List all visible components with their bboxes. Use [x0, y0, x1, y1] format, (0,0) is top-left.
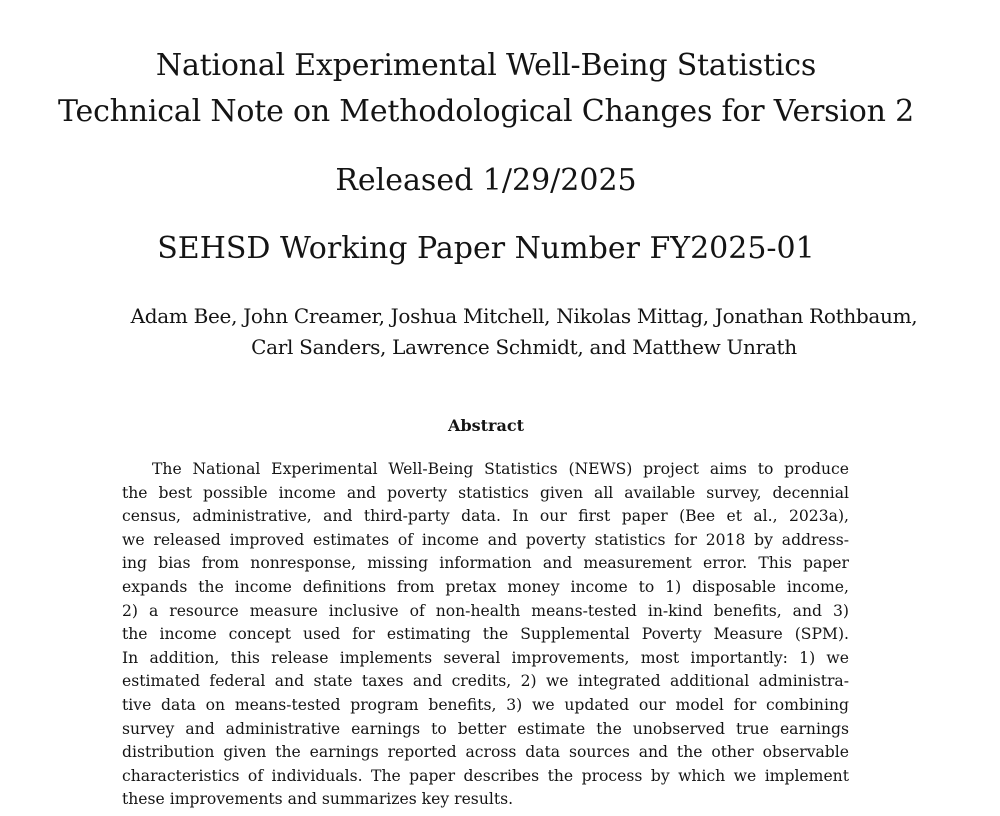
author-line-2: Carl Sanders, Lawrence Schmidt, and Matthew Unrath — [251, 335, 797, 359]
paper-title-line-2: Technical Note on Methodological Changes for Version 2 — [58, 94, 914, 129]
abstract-line: census, administrative, and third-party data. In our first paper (Bee et al., 2023a), — [122, 507, 849, 526]
abstract-line: The National Experimental Well-Being Statistics (NEWS) project aims to produce — [152, 460, 849, 478]
abstract-body — [122, 458, 849, 812]
abstract-line: estimated federal and state taxes and credits, 2) we integrated additional administra- — [122, 672, 849, 691]
abstract-line: we released improved estimates of income and poverty statistics for 2018 by address- — [122, 530, 849, 549]
release-date: Released 1/29/2025 — [335, 163, 637, 198]
author-list — [54, 301, 994, 363]
abstract-line: the best possible income and poverty statistics given all available survey, decennial — [122, 483, 849, 502]
abstract-line: tive data on means-tested program benefits, 3) we updated our model for combining — [122, 695, 849, 714]
abstract-line: distribution given the earnings reported across data sources and the other observable — [122, 743, 849, 762]
abstract-line: In addition, this release implements several improvements, most importantly: 1) we — [122, 648, 849, 667]
abstract-line: 2) a resource measure inclusive of non-health means-tested in-kind benefits, and 3) — [122, 601, 849, 620]
abstract-line: expands the income definitions from pretax money income to 1) disposable income, — [122, 577, 849, 596]
abstract-heading: Abstract — [448, 416, 524, 435]
abstract-line: the income concept used for estimating the Supplemental Poverty Measure (SPM). — [122, 625, 849, 644]
abstract-line: ing bias from nonresponse, missing information and measurement error. This paper — [122, 554, 849, 573]
author-line-1: Adam Bee, John Creamer, Joshua Mitchell, Nikolas Mittag, Jonathan Rothbaum, — [130, 304, 918, 328]
abstract-line: characteristics of individuals. The paper describes the process by which we implement — [122, 766, 849, 785]
abstract-line: survey and administrative earnings to better estimate the unobserved true earnings — [122, 719, 849, 738]
abstract-line: these improvements and summarizes key results. — [122, 790, 514, 809]
working-paper-number: SEHSD Working Paper Number FY2025-01 — [157, 231, 815, 266]
paper-title-line-1: National Experimental Well-Being Statistics — [155, 48, 817, 83]
